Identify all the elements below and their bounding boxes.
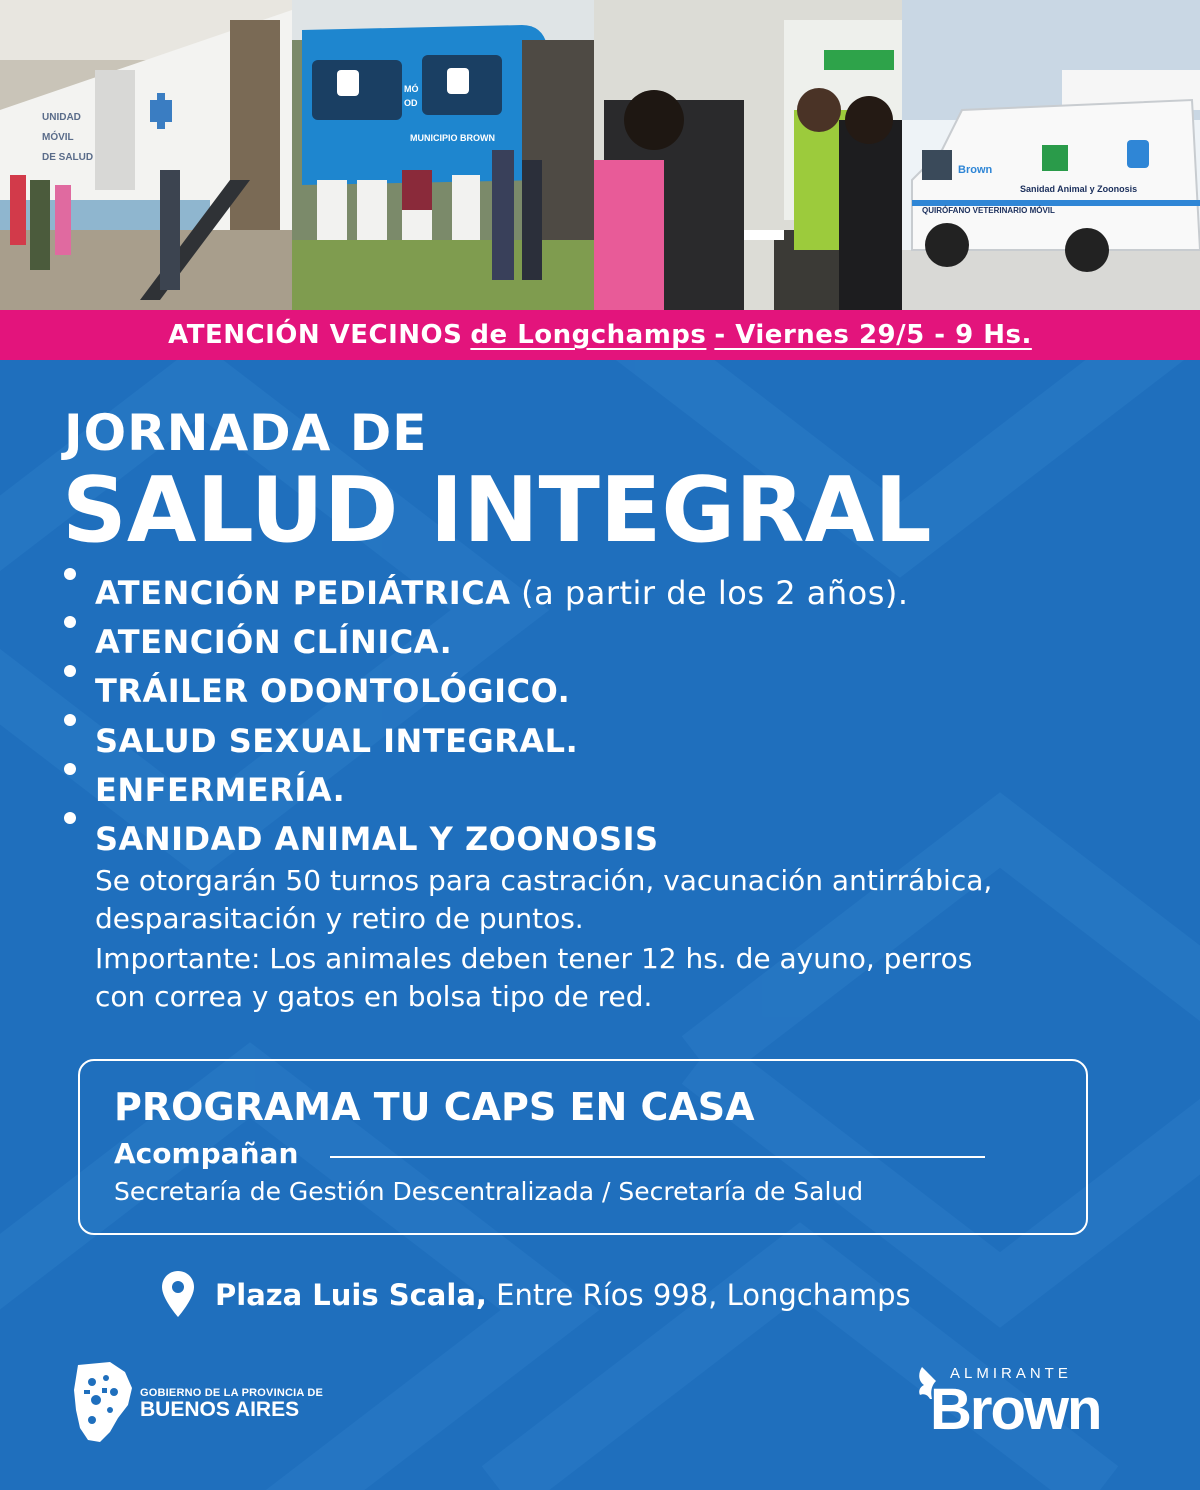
program-organizations: Secretaría de Gestión Descentralizada / Secretaría de Salud — [114, 1177, 864, 1206]
gba-line-2: BUENOS AIRES — [140, 1398, 300, 1421]
banner-locality: de Longchamps — [470, 320, 707, 350]
service-item-clinical: ATENCIÓN CLÍNICA. — [95, 623, 453, 661]
program-title: PROGRAMA TU CAPS EN CASA — [114, 1085, 755, 1129]
photo-vet-van — [902, 0, 1200, 310]
buenos-aires-province-logo — [70, 1360, 140, 1445]
gba-line-1: GOBIERNO DE LA PROVINCIA DE — [140, 1387, 324, 1399]
service-item-nursing: ENFERMERÍA. — [95, 771, 346, 809]
animal-details-line-2: desparasitación y retiro de puntos. — [95, 902, 584, 935]
bullet-dot — [64, 665, 76, 677]
bullet-dot — [64, 763, 76, 775]
location-place: Plaza Luis Scala, — [215, 1278, 487, 1312]
animal-details-line-3: Importante: Los animales deben tener 12 hs. de ayuno, perros — [95, 942, 973, 975]
buenos-aires-text — [140, 1387, 323, 1421]
van-text: MÓ OD — [404, 84, 419, 108]
service-item-sexual-health: SALUD SEXUAL INTEGRAL. — [95, 722, 579, 760]
service-item-animal-health: SANIDAD ANIMAL Y ZOONOSIS — [95, 820, 659, 858]
title-line-1: JORNADA DE — [64, 404, 428, 462]
vet-van-title: Sanidad Animal y Zoonosis — [1020, 184, 1138, 194]
animal-details-line-1: Se otorgarán 50 turnos para castración, vacunación antirrábica, — [95, 864, 993, 897]
photo-dental-van — [292, 0, 594, 310]
bullet-dot — [64, 568, 76, 580]
brown-text: Brown — [930, 1377, 1101, 1442]
program-box — [78, 1059, 1088, 1235]
almirante-text: ALMIRANTE — [950, 1365, 1072, 1382]
location-text — [215, 1278, 911, 1312]
program-accompany-label: Acompañan — [114, 1137, 299, 1170]
van-brand-text: MUNICIPIO BROWN — [410, 133, 495, 143]
photo-strip — [0, 0, 1200, 310]
banner-date-time: - Viernes 29/5 - 9 Hs. — [714, 320, 1032, 350]
photo-consultation — [594, 0, 902, 310]
title-line-2: SALUD INTEGRAL — [62, 458, 932, 563]
location-address: Entre Ríos 998, Longchamps — [486, 1278, 911, 1312]
banner-audience: ATENCIÓN VECINOS — [168, 320, 463, 350]
bullet-dot — [64, 616, 76, 628]
service-note: (a partir de los 2 años). — [510, 574, 909, 612]
bullet-dot — [64, 812, 76, 824]
vet-van-sub: QUIRÓFANO VETERINARIO MÓVIL — [922, 206, 1055, 215]
service-item-dental: TRÁILER ODONTOLÓGICO. — [95, 672, 571, 710]
trailer-text: UNIDAD MÓVIL DE SALUD — [42, 112, 94, 163]
photo-health-trailer — [0, 0, 292, 310]
program-divider — [330, 1156, 985, 1158]
vet-van-brand: Brown — [958, 164, 993, 176]
location-pin-icon — [162, 1271, 194, 1317]
animal-details-line-4: con correa y gatos en bolsa tipo de red. — [95, 980, 653, 1013]
service-item-pediatrics: ATENCIÓN PEDIÁTRICA (a partir de los 2 años). — [95, 574, 909, 612]
date-banner — [0, 310, 1200, 360]
bullet-dot — [64, 714, 76, 726]
